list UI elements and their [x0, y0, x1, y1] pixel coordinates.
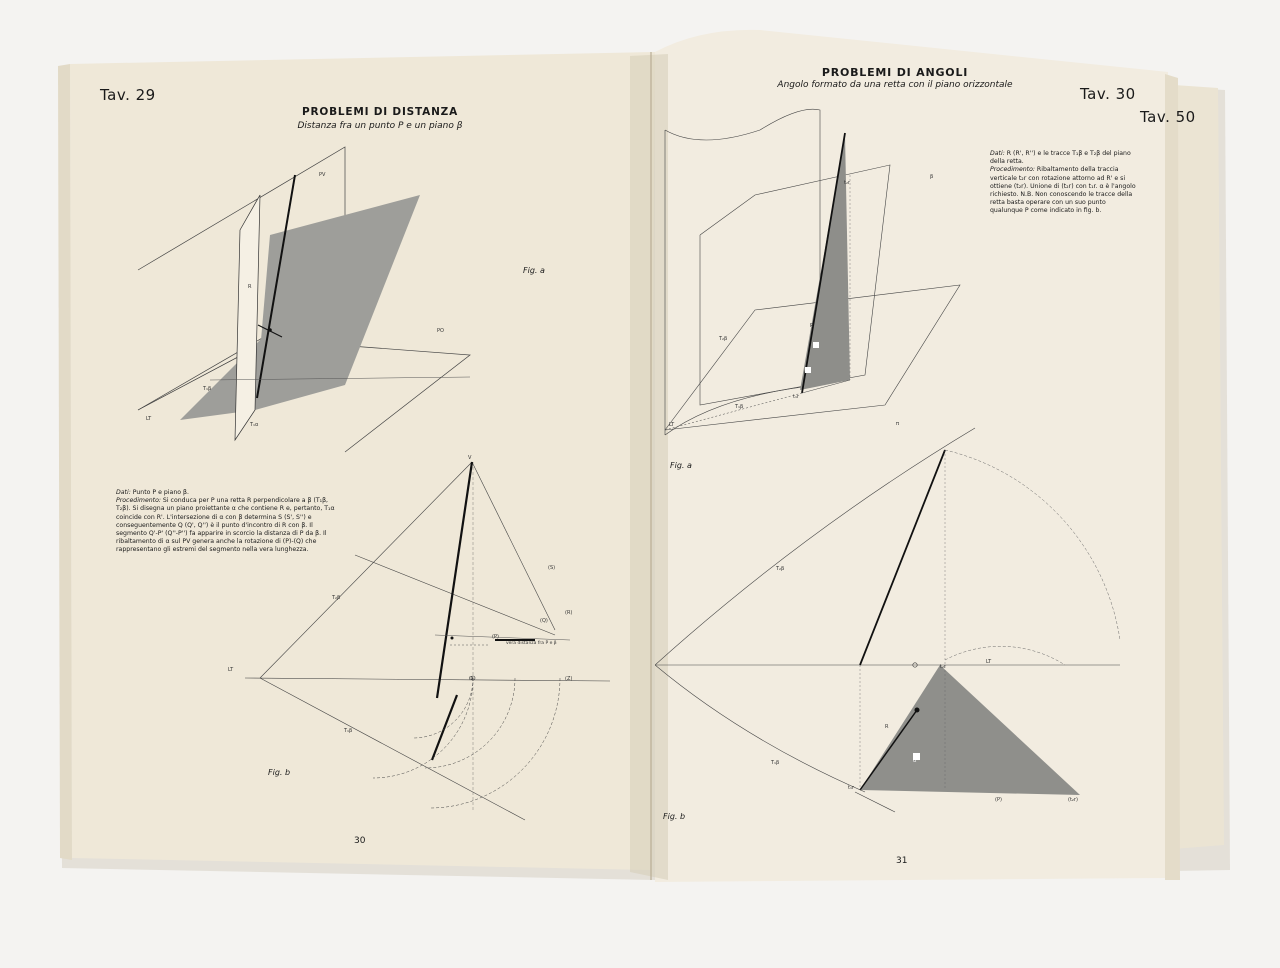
label-t2r-ra: t₂r	[844, 180, 851, 186]
left-fig-b-label: Fig. b	[268, 768, 291, 777]
label-t1a-a: T₁α	[250, 422, 259, 428]
left-page-title: PROBLEMI DI DISTANZA	[301, 106, 459, 118]
right-dati-label: Dati:	[990, 150, 1005, 157]
left-page-number: 30	[354, 836, 366, 846]
label-r-a: R	[248, 284, 252, 290]
right-description	[990, 150, 1138, 216]
label-lt-rb: LT	[986, 659, 992, 665]
label-s: (S)	[548, 565, 556, 571]
label-r-rb: R	[885, 724, 889, 730]
right-fig-a-label: Fig. a	[670, 461, 692, 470]
left-figure-b	[225, 450, 615, 830]
left-dati-label: Dati:	[116, 489, 131, 496]
label-pq-rb: (P)	[995, 797, 1002, 803]
right-page-number: 31	[896, 856, 908, 866]
label-rr: (R)	[565, 610, 573, 616]
label-lt-a: LT	[146, 416, 152, 422]
label-beta: β	[930, 174, 934, 180]
label-r-ra: R	[810, 323, 814, 329]
label-t2b-ra: T₂β	[719, 336, 728, 342]
label-t2r-rb: t₂r	[940, 664, 947, 670]
label-pv: PV	[319, 172, 326, 178]
left-fig-a-label: Fig. a	[523, 266, 545, 275]
right-proc-text: Ribaltamento della traccia verticale t₂r con rotazione attorno ad R' e si ottiene (t₂r). Unione di (t₂r) con t₁r. α è l'angolo richiesto. N.B. Non conoscendo le tracce della retta basta operare con un suo punto qualunque P come indicato in fig. b.	[990, 166, 1136, 215]
label-t1b-ra: T₁β	[735, 404, 744, 410]
left-page-subtitle: Distanza fra un punto P e un piano β	[297, 121, 463, 131]
label-t1r-rb: t₁r	[848, 785, 855, 791]
right-page-title: PROBLEMI DI ANGOLI	[821, 66, 969, 79]
right-tav-number: Tav. 30	[1080, 85, 1136, 103]
left-proc-label: Procedimento:	[116, 497, 161, 505]
label-q: (Q)	[540, 618, 548, 624]
right-fig-b-label: Fig. b	[663, 812, 686, 821]
label-t1b-b: T₁β	[344, 728, 353, 734]
right-figure-b	[655, 420, 1130, 830]
label-t1b-rb: T₁β	[771, 760, 780, 766]
left-dati-text: Punto P e piano β.	[130, 489, 189, 496]
label-t2b-rb: T₂β	[776, 566, 785, 572]
label-t2b-b: T₂β	[332, 595, 341, 601]
left-figure-a	[120, 140, 490, 460]
left-tav-number: Tav. 29	[100, 86, 156, 104]
label-pq: (P)	[492, 634, 499, 640]
right-dati-text: R (R', R'') e le tracce T₁β e T₂β del piano della retta.	[990, 150, 1131, 166]
label-z: (Z)	[565, 676, 573, 682]
label-alpha: α	[913, 758, 917, 764]
back-tav-number: Tav. 50	[1140, 108, 1196, 126]
label-lt-ra: LT	[669, 422, 675, 428]
right-proc-label: Procedimento:	[990, 166, 1035, 174]
label-t2rr-rb: (t₂r)	[1068, 797, 1078, 803]
right-figure-a	[660, 95, 980, 445]
label-po: PO	[437, 328, 444, 334]
label-pi: π	[896, 421, 900, 427]
label-vera-distanza: vera distanza fra P e β	[506, 641, 557, 646]
left-proc-text: Si conduca per P una retta R perpendicolare a β (T₁β, T₂β). Si disegna un piano proiettante α che contiene R e, pertanto, T₁α coincide con R'. L'intersezione di α con β determina S (S', S'') e conseguentemente Q (Q', Q'') è il punto d'incontro di R con β. Il segmento Q'-P' (Q''-P'') fa apparire in scorcio la distanza di P da β. Il ribaltamento di α sul PV genera anche la rotazione di (P)-(Q) che rappresentano gli estremi del segmento nella vera lunghezza.	[116, 497, 335, 554]
right-page-subtitle: Angolo formato da una retta con il piano orizzontale	[777, 80, 1013, 90]
label-v: V	[468, 455, 472, 461]
label-t1r-ra: t₁r	[793, 394, 800, 400]
label-lt-b: LT	[228, 667, 234, 673]
label-t1b-a: T₁β	[203, 386, 212, 392]
label-o: O	[469, 676, 473, 682]
